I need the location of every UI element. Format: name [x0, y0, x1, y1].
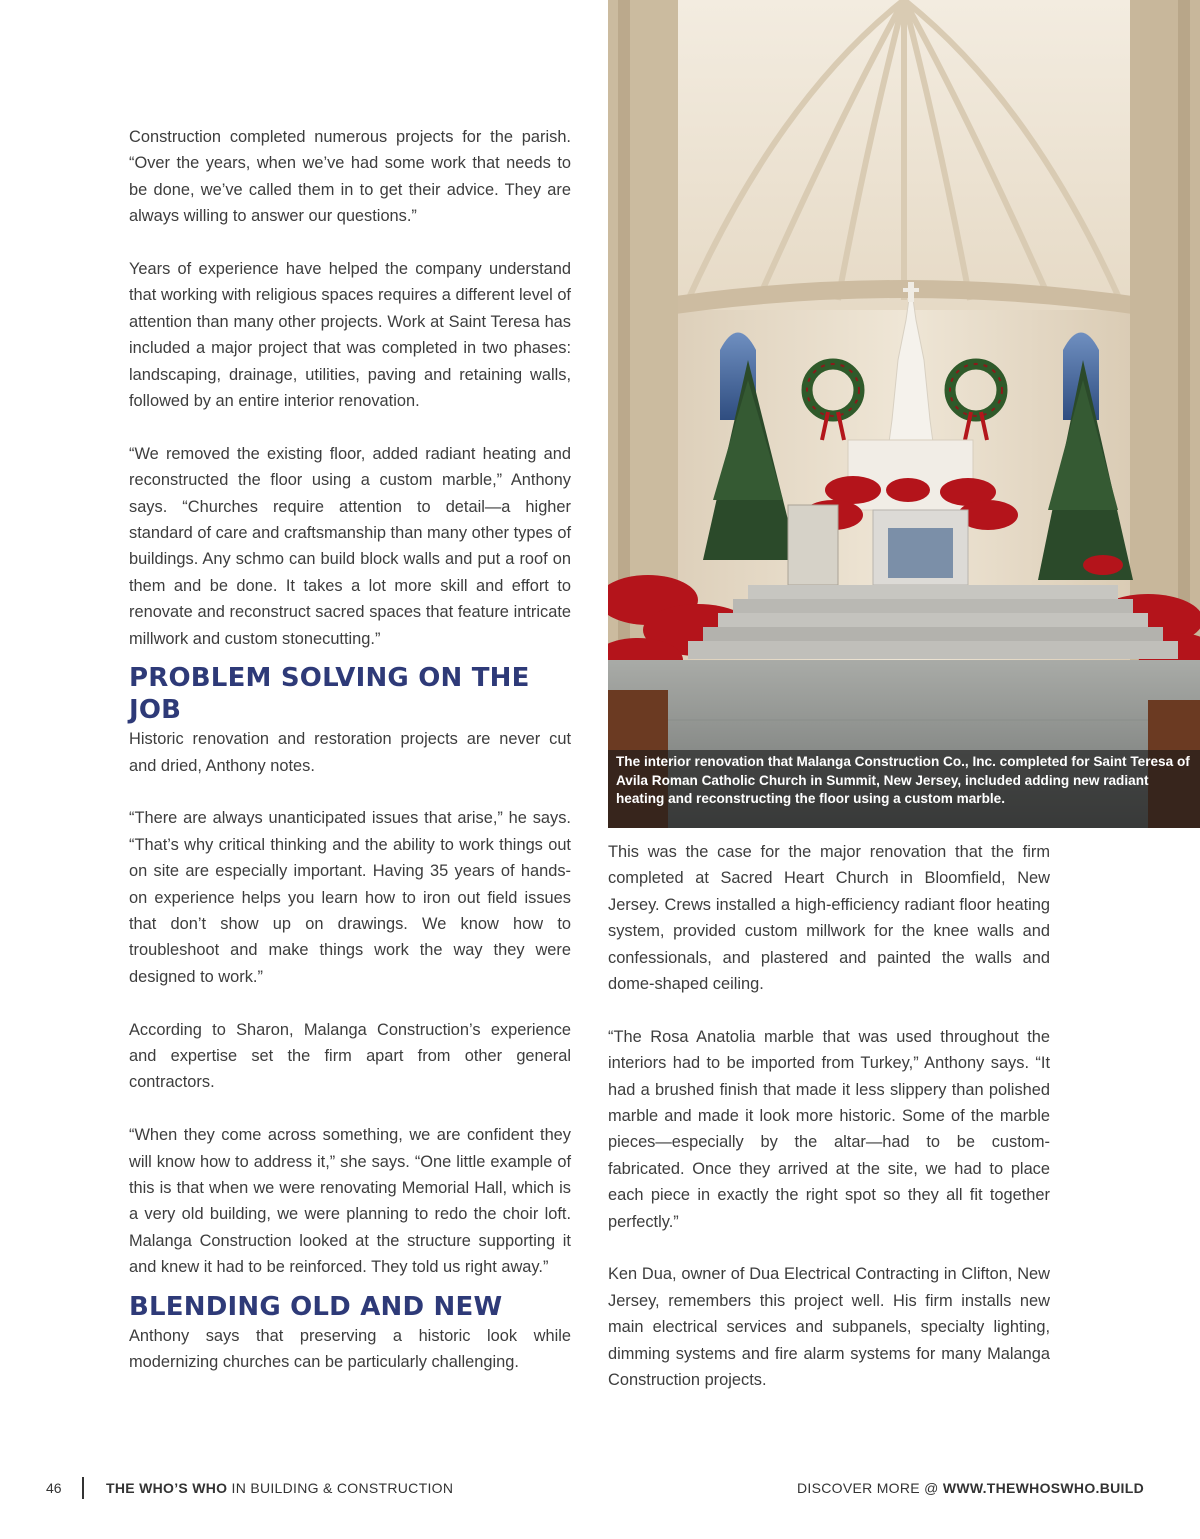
discover-more-prefix: DISCOVER MORE @ — [797, 1480, 943, 1496]
photo-caption: The interior renovation that Malanga Construction Co., Inc. completed for Saint Teresa of Avila Roman Catholic Church in Summit, New Jersey, included adding new radiant heating and reconstructing the floor using a custom marble. — [608, 750, 1200, 828]
body-paragraph: Ken Dua, owner of Dua Electrical Contracting in Clifton, New Jersey, remembers this project well. His firm installs new main electrical services and subpanels, specialty lighting, dimming systems and fire alarm systems for many Malanga Construction projects. — [608, 1265, 1050, 1390]
body-paragraph: “There are always unanticipated issues that arise,” he says. “That’s why critical thinking and the ability to work things out on site are especially important. Having 35 years of hands-on experience helps you learn how to iron out field issues that don’t show up on drawings. We know how to troubleshoot and make things work the way they were designed to work.” — [129, 809, 571, 986]
publication-title-bold: THE WHO’S WHO — [106, 1480, 228, 1496]
body-paragraph: This was the case for the major renovation that the firm completed at Sacred Heart Church in Bloomfield, New Jersey. Crews installed a high-efficiency radiant floor heating system, provided custom millwork for the knee walls and confessionals, and plastered and painted the walls and dome-shaped ceiling. — [608, 843, 1050, 994]
body-paragraph: According to Sharon, Malanga Construction’s experience and expertise set the firm apart from other general contractors. — [129, 1020, 571, 1092]
church-interior-illustration — [608, 0, 1200, 828]
body-paragraph: Years of experience have helped the company understand that working with religious spaces requires a different level of attention than many other projects. Work at Saint Teresa has included a major project that was completed in two phases: landscaping, drainage, utilities, paving and retaining walls, followed by an entire interior renovation. — [129, 260, 571, 411]
section-heading-problem-solving: PROBLEM SOLVING ON THE JOB — [129, 663, 530, 726]
footer-divider — [82, 1477, 84, 1499]
section-heading-blending-old-new: BLENDING OLD AND NEW — [129, 1291, 503, 1322]
church-interior-photo — [608, 0, 1200, 828]
body-paragraph: “We removed the existing floor, added radiant heating and reconstructed the floor using a custom marble,” Anthony says. “Churches require attention to detail—a higher standard of care and craftsmanship than many other types of buildings. Any schmo can build block walls and put a roof on them and be done. It takes a lot more skill and effort to renovate and reconstruct sacred spaces that feature intricate millwork and custom stonecutting.” — [129, 444, 571, 648]
website-link[interactable]: WWW.THEWHOSWHO.BUILD — [942, 1480, 1144, 1496]
body-paragraph: Historic renovation and restoration projects are never cut and dried, Anthony notes. — [129, 730, 571, 775]
page-footer — [0, 1472, 1200, 1506]
body-paragraph: Anthony says that preserving a historic look while modernizing churches can be particularly challenging. — [129, 1326, 571, 1371]
body-paragraph: “The Rosa Anatolia marble that was used throughout the interiors had to be imported from Turkey,” Anthony says. “It had a brushed finish that made it less slippery than polished marble and made it look more historic. Some of the marble pieces—especially by the altar—had to be custom-fabricated. Once they arrived at the site, we had to place each piece in exactly the right spot so they all fit together perfectly.” — [608, 1027, 1050, 1231]
publication-title — [106, 1480, 453, 1496]
discover-more — [797, 1480, 1144, 1496]
page-number: 46 — [46, 1480, 62, 1496]
body-paragraph: Construction completed numerous projects for the parish. “Over the years, when we’ve had some work that needs to be done, we’ve called them in to get their advice. They are always willing to answer our questions.” — [129, 128, 571, 226]
body-paragraph: “When they come across something, we are confident they will know how to address it,” she says. “One little example of this is that when we were renovating Memorial Hall, which is a very old building, we were planning to redo the choir loft. Malanga Construction looked at the structure supporting it and knew it had to be reinforced. They told us right away.” — [129, 1126, 571, 1277]
left-column — [129, 124, 571, 1375]
right-column — [608, 839, 1050, 1394]
publication-title-rest: IN BUILDING & CONSTRUCTION — [227, 1480, 454, 1496]
